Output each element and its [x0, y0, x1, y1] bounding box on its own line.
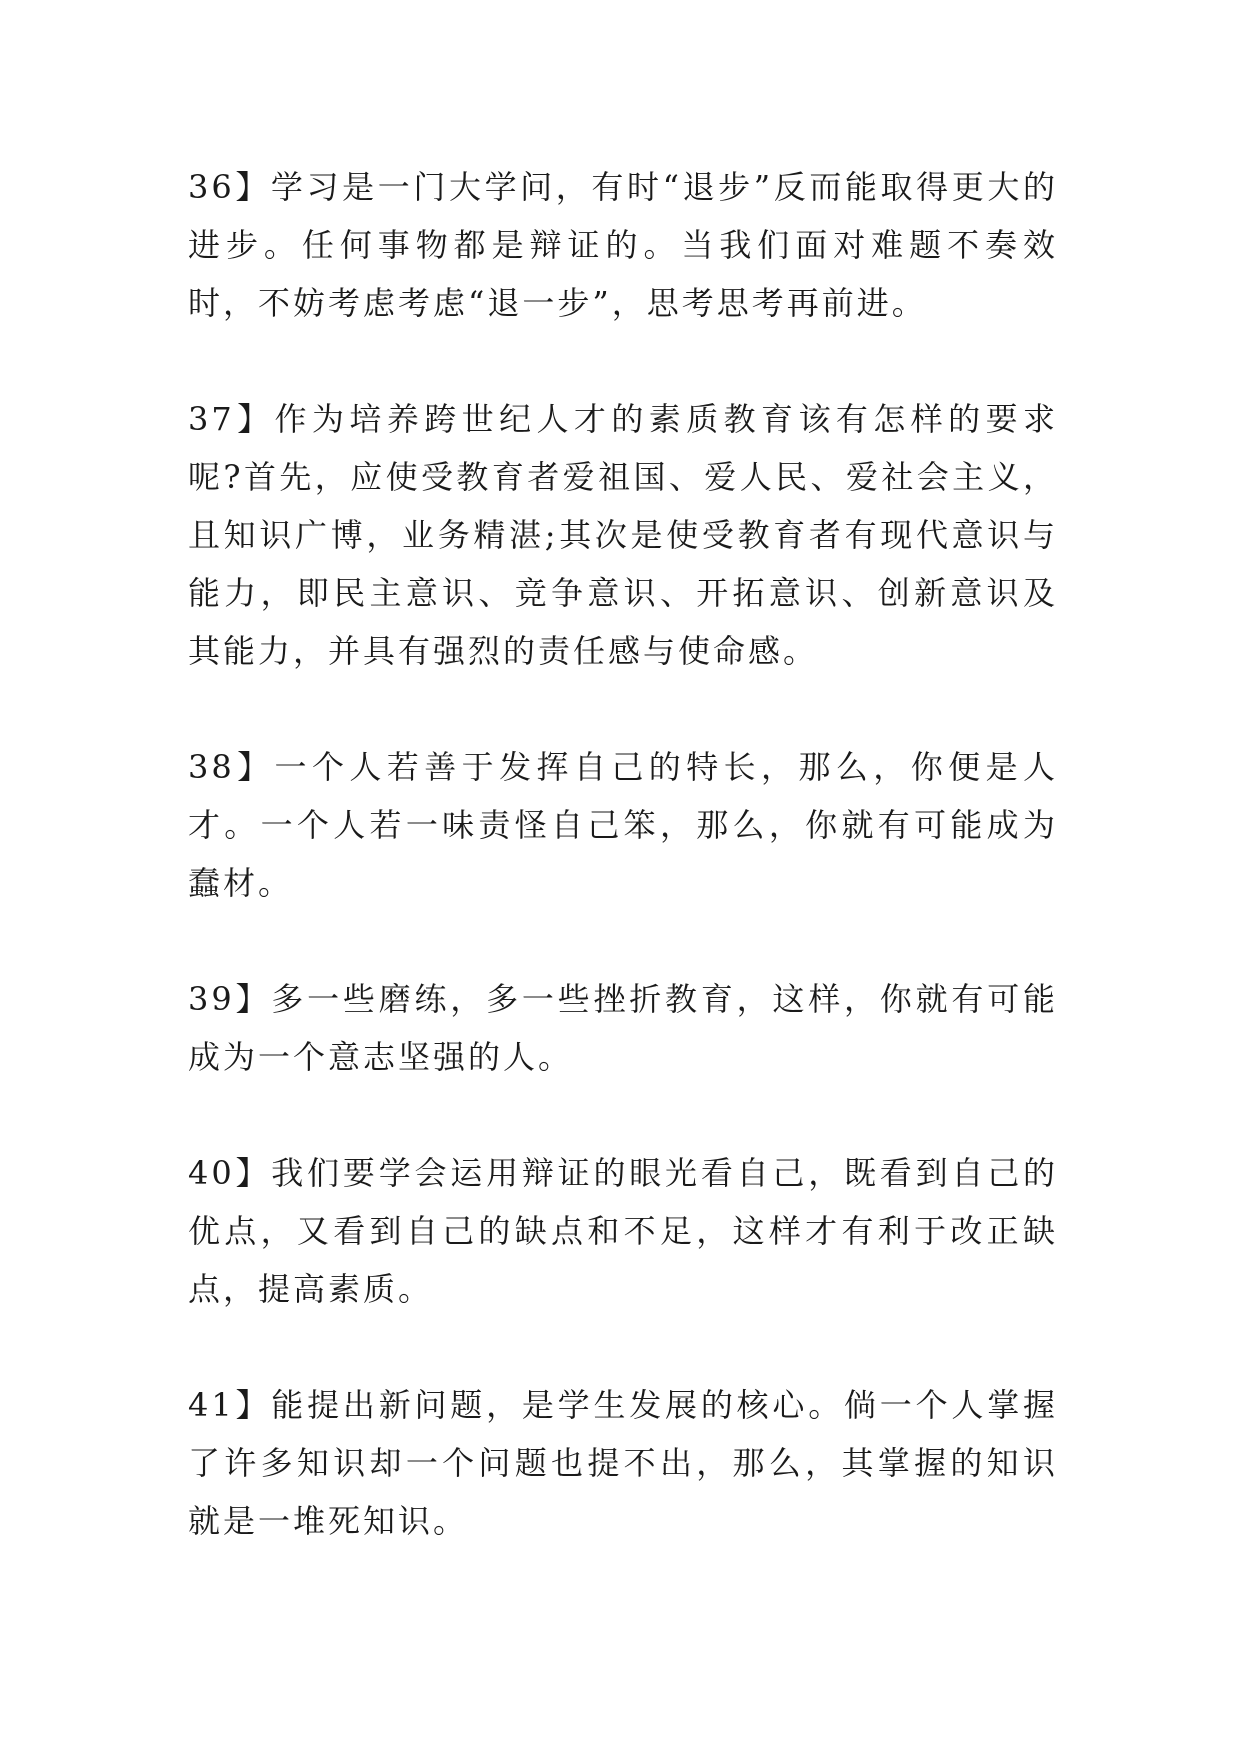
document-page [188, 158, 1058, 1550]
paragraph-37: 37】作为培养跨世纪人才的素质教育该有怎样的要求呢?首先，应使受教育者爱祖国、爱人民、爱社会主义，且知识广博，业务精湛;其次是使受教育者有现代意识与能力，即民主意识、竞争意识、开拓意识、创新意识及其能力，并具有强烈的责任感与使命感。 [188, 400, 1058, 670]
paragraph-41: 41】能提出新问题，是学生发展的核心。倘一个人掌握了许多知识却一个问题也提不出，那么，其掌握的知识就是一堆死知识。 [188, 1386, 1058, 1540]
paragraph-40: 40】我们要学会运用辩证的眼光看自己，既看到自己的优点，又看到自己的缺点和不足，这样才有利于改正缺点，提高素质。 [188, 1154, 1058, 1308]
paragraph-39: 39】多一些磨练，多一些挫折教育，这样，你就有可能成为一个意志坚强的人。 [188, 980, 1058, 1076]
paragraph-36: 36】学习是一门大学问，有时“退步”反而能取得更大的进步。任何事物都是辩证的。当我们面对难题不奏效时，不妨考虑考虑“退一步”，思考思考再前进。 [188, 168, 1058, 322]
paragraph-38: 38】一个人若善于发挥自己的特长，那么，你便是人才。一个人若一味责怪自己笨，那么，你就有可能成为蠢材。 [188, 748, 1058, 902]
